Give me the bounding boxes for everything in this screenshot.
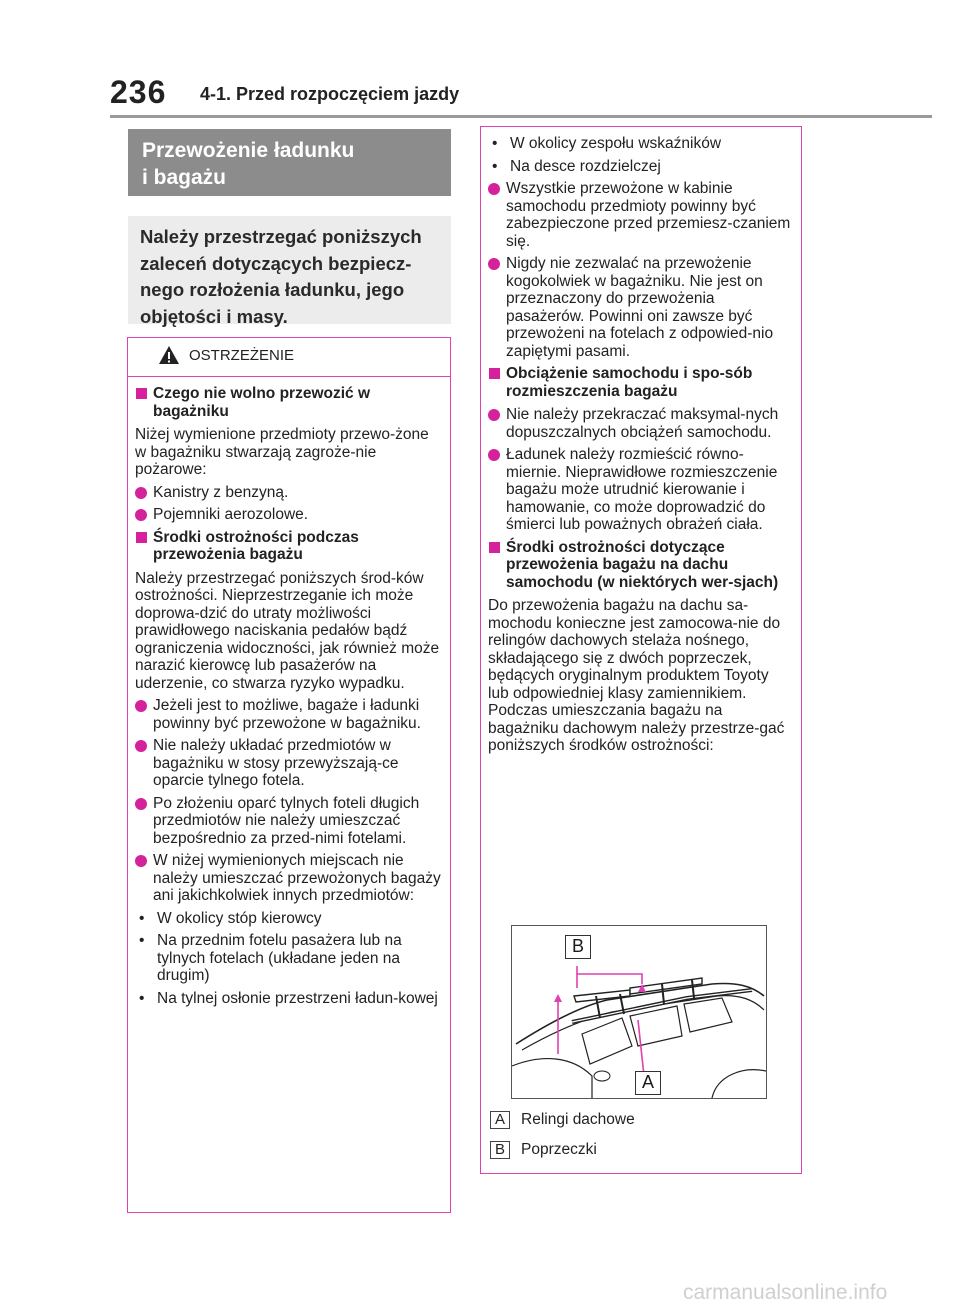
list-item: Nie należy przekraczać maksymal-nych dopuszczalnych obciążeń samochodu. xyxy=(488,406,793,441)
list-item: Wszystkie przewożone w kabinie samochodu przedmioty powinny być zabezpieczone przed przemiesz-czaniem się. xyxy=(488,180,793,250)
dot-bullet-icon xyxy=(135,509,147,521)
square-bullet-icon xyxy=(489,368,500,379)
list-item: Jeżeli jest to możliwe, bagaże i ładunki powinny być przewożone w bagażniku. xyxy=(135,697,442,732)
dot-bullet-icon xyxy=(488,258,500,270)
square-bullet-icon xyxy=(489,542,500,553)
warning-box xyxy=(127,337,451,1213)
page-header xyxy=(0,0,960,120)
page-number: 236 xyxy=(110,74,167,110)
warning-heading-3: Obciążenie samochodu i spo-sób rozmieszczenia bagażu xyxy=(488,365,793,400)
bullet-item: • Na desce rozdzielczej xyxy=(492,157,661,175)
roof-rack-illustration xyxy=(511,925,767,1099)
bullet-item: • W okolicy zespołu wskaźników xyxy=(492,135,722,152)
dot-bullet-icon xyxy=(488,409,500,421)
warning-body xyxy=(128,377,450,1007)
list-item: Kanistry z benzyną. xyxy=(135,484,442,502)
list-item: Po złożeniu oparć tylnych foteli długich przedmiotów nie należy umieszczać bezpośrednio za przed-nimi fotelami. xyxy=(135,795,442,848)
header-divider xyxy=(110,115,932,118)
warning-continued-box xyxy=(480,126,802,1174)
square-bullet-icon xyxy=(136,532,147,543)
warning-label: OSTRZEŻENIE xyxy=(189,347,295,364)
bullet-item: • W okolicy stóp kierowcy xyxy=(139,909,322,927)
dot-bullet-icon xyxy=(135,740,147,752)
list-item: Nigdy nie zezwalać na przewożenie kogokolwiek w bagażniku. Nie jest on przeznaczony do przewożenia pasażerów. Powinni oni zawsze być przewożeni na fotelach z odpowied-nio zapiętymi pasami. xyxy=(488,255,793,360)
list-item: Nie należy układać przedmiotów w bagażniku w stosy przewyższają-ce oparcie tylnego fotela. xyxy=(135,737,442,790)
label-a-marker: A xyxy=(635,1071,661,1095)
warning-text-1: Niżej wymienione przedmioty przewo-żone w bagażniku stwarzają zagroże-nie pożarowe: xyxy=(135,426,429,478)
legend-b-text: Poprzeczki xyxy=(521,1141,597,1158)
warning-text-2: Należy przestrzegać poniższych środ-ków ostrożności. Nieprzestrzeganie ich może doprowa-dzić do utraty możliwości prawidłowego naciskania pedałów bądź ograniczenia widoczności, jak również może narazić kierowcę lub pasażerów na uderzenie, co stwarza ryzyko wypadku. xyxy=(135,569,440,692)
legend-a-text: Relingi dachowe xyxy=(521,1111,635,1128)
section-title: 4-1. Przed rozpoczęciem jazdy xyxy=(200,84,460,104)
topic-title-box xyxy=(128,129,451,196)
watermark: carmanualsonline.info xyxy=(683,1281,888,1304)
dot-bullet-icon xyxy=(135,487,147,499)
bullet-item: • Na tylnej osłonie przestrzeni ładun-kowej xyxy=(139,989,438,1007)
dot-bullet-icon xyxy=(135,700,147,712)
dot-bullet-icon xyxy=(488,449,500,461)
list-item: W niżej wymienionych miejscach nie należy umieszczać przewożonych bagaży ani jakichkolwiek innych przedmiotów: xyxy=(135,852,442,905)
label-b-marker: B xyxy=(565,935,591,959)
list-item: Ładunek należy rozmieścić równo-miernie. Nieprawidłowe rozmieszczenie bagażu może utrudnić kierowanie i hamowanie, co może doprowadzić do śmierci lub poważnych obrażeń ciała. xyxy=(488,446,793,534)
intro-box xyxy=(128,216,451,327)
topic-title-line2: i bagażu xyxy=(142,166,227,189)
dot-bullet-icon xyxy=(135,855,147,867)
legend-b-key: B xyxy=(490,1141,510,1159)
warning-heading-1: Czego nie wolno przewozić w bagażniku xyxy=(135,385,442,420)
warning-triangle-icon xyxy=(158,345,180,365)
warning-header xyxy=(128,338,450,377)
square-bullet-icon xyxy=(136,388,147,399)
warning-heading-2: Środki ostrożności podczas przewożenia bagażu xyxy=(135,529,442,564)
legend-a-key: A xyxy=(490,1111,510,1129)
intro-text: Należy przestrzegać poniższych zaleceń dotyczących bezpiecz-nego rozłożenia ładunku, jego objętości i masy. xyxy=(140,226,422,327)
legend-a xyxy=(490,1111,790,1129)
dot-bullet-icon xyxy=(135,798,147,810)
warning-text-4: Do przewożenia bagażu na dachu sa-mochodu konieczne jest zamocowa-nie do relingów dachowych stelaża nośnego, składającego się z dwóch poprzeczek, będących oryginalnym produktem Toyoty lub odpowiedniej klasy zamiennikiem. Podczas umieszczania bagażu na bagażniku dachowym należy przestrze-gać poniższych środków ostrożności: xyxy=(488,597,785,754)
list-item: Pojemniki aerozolowe. xyxy=(135,506,442,524)
warning-heading-4: Środki ostrożności dotyczące przewożenia bagażu na dachu samochodu (w niektórych wer-sjach) xyxy=(488,539,793,592)
bullet-item: • Na przednim fotelu pasażera lub na tylnych fotelach (układane jeden na drugim) xyxy=(139,932,402,984)
topic-title-line1: Przewożenie ładunku xyxy=(142,139,355,162)
legend-b xyxy=(490,1141,790,1159)
dot-bullet-icon xyxy=(488,183,500,195)
